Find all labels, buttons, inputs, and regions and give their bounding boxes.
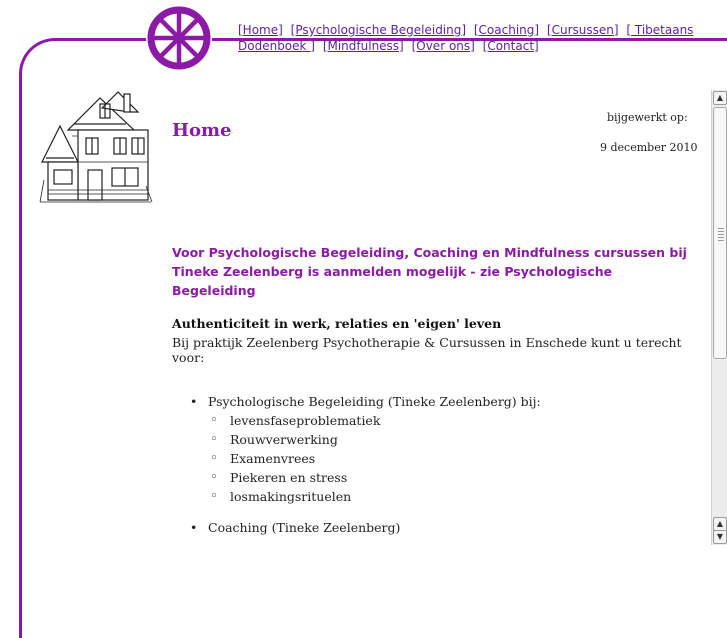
nav-link-tibetaans-dodenboek[interactable]: [ Tibetaans Dodenboek ] <box>238 23 694 53</box>
scroll-up-button-lower[interactable]: ▲ <box>713 517 727 531</box>
list-item: ◦ Rouwverwerking <box>208 430 692 449</box>
list-item <box>172 518 692 537</box>
grip-icon <box>718 228 724 242</box>
lead-paragraph: Bij praktijk Zeelenberg Psychotherapie & Cursussen in Enschede kunt u terecht voor: <box>172 335 682 365</box>
nav-link-mindfulness[interactable]: [Mindfulness] <box>322 39 404 53</box>
dharma-wheel-icon <box>146 5 212 71</box>
nav-link-over-ons[interactable]: [Over ons] <box>411 39 475 53</box>
services-list <box>172 392 692 549</box>
list-item: ◦ levensfaseproblematiek <box>208 411 692 430</box>
nav-link-coaching[interactable]: [Coaching] <box>473 23 540 37</box>
sub-list <box>208 411 692 506</box>
intro-announcement: Voor Psychologische Begeleiding, Coaching en Mindfulness cursussen bij Tineke Zeelenberg is aanmelden mogelijk - zie Psychologische Begeleiding <box>172 245 687 298</box>
list-item: ◦ Piekeren en stress <box>208 468 692 487</box>
page-title: Home <box>172 120 232 141</box>
list-item: ◦ Examenvrees <box>208 449 692 468</box>
nav-link-psychologische-begeleiding[interactable]: [Psychologische Begeleiding] <box>290 23 467 37</box>
list-item: ◦ losmakingsrituelen <box>208 487 692 506</box>
nav-link-home[interactable]: [Home] <box>238 23 283 37</box>
nav-link-contact[interactable]: [Contact] <box>482 39 539 53</box>
section-subheading: Authenticiteit in werk, relaties en 'eigen' leven <box>172 316 502 331</box>
house-illustration <box>38 90 153 205</box>
nav-link-cursussen[interactable]: [Cursussen] <box>546 23 619 37</box>
updated-date: 9 december 2010 <box>600 141 698 154</box>
scroll-down-button[interactable]: ▼ <box>713 530 727 544</box>
vertical-scrollbar[interactable] <box>711 90 727 545</box>
service-label: Psychologische Begeleiding (Tineke Zeelenberg) bij: <box>208 394 541 409</box>
scroll-up-button[interactable]: ▲ <box>713 91 727 105</box>
list-item <box>172 392 692 506</box>
updated-label: bijgewerkt op: <box>607 111 688 124</box>
top-navigation <box>238 22 708 54</box>
service-label: Coaching (Tineke Zeelenberg) <box>208 520 401 535</box>
scrollbar-thumb[interactable] <box>713 107 727 359</box>
